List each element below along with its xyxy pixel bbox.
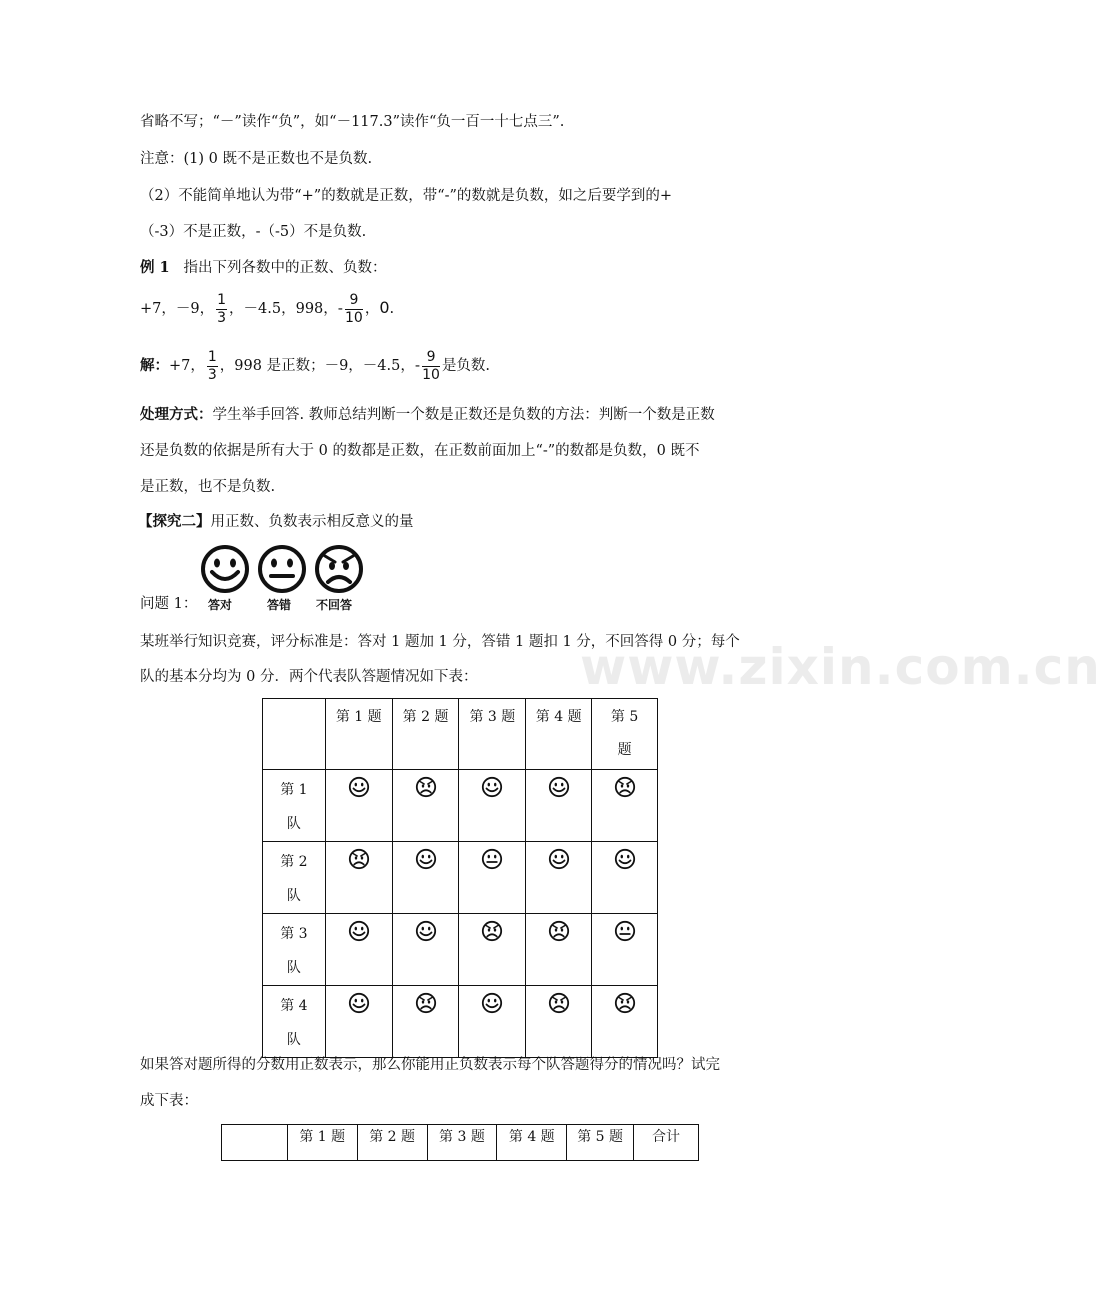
answer-table [262, 698, 658, 1058]
answer-face [481, 848, 503, 874]
text-line: 某班举行知识竞赛，评分标准是：答对 1 题加 1 分，答错 1 题扣 1 分，不回答得 0 分；每个 [140, 634, 740, 650]
solution-line [140, 348, 490, 384]
table-row [263, 770, 658, 842]
text-line: 注意：(1) 0 既不是正数也不是负数. [140, 151, 373, 167]
number-list: ，－4.5，998， [229, 301, 338, 317]
answer-cell [526, 842, 592, 914]
solution-text: 是负数. [441, 358, 491, 374]
answer-face [415, 920, 437, 946]
table-corner-cell [263, 699, 326, 770]
table-row [263, 914, 658, 986]
negative-sign: - [337, 301, 344, 317]
fraction-numerator: 9 [349, 291, 359, 308]
text-line: 成下表： [140, 1093, 198, 1109]
method-line [140, 405, 715, 425]
answer-cell [592, 770, 658, 842]
text-line: 队的基本分均为 0 分．两个代表队答题情况如下表： [140, 669, 478, 685]
answer-face [548, 920, 570, 946]
team-label-cell: 第 1 队 [263, 770, 326, 842]
answer-cell [325, 914, 392, 986]
fraction-denominator: 3 [207, 366, 217, 383]
answer-cell [325, 770, 392, 842]
negative-sign: - [414, 358, 421, 374]
answer-face [481, 920, 503, 946]
table-header-cell: 第 4 题 [526, 699, 592, 770]
table-header-row [222, 1125, 699, 1161]
table-row [263, 986, 658, 1058]
fraction [422, 349, 440, 384]
answer-face [415, 848, 437, 874]
answer-cell [325, 842, 392, 914]
answer-face [548, 992, 570, 1018]
solution-text: +7， [169, 358, 205, 374]
smile-face-icon [348, 992, 370, 1014]
fraction [207, 349, 218, 384]
answer-cell [459, 914, 526, 986]
smile-face-icon [481, 776, 503, 798]
answer-cell [392, 770, 459, 842]
smile-face-icon [415, 848, 437, 870]
answer-face [548, 776, 570, 802]
text-line: （-3）不是正数，-（-5）不是负数. [140, 224, 367, 240]
answer-cell [459, 842, 526, 914]
answer-cell [325, 986, 392, 1058]
table-header-cell: 第 3 题 [459, 699, 526, 770]
watermark: www.zixin.com.cn [580, 638, 1101, 696]
frown-face-icon [614, 776, 636, 798]
fraction-numerator: 9 [426, 348, 436, 365]
smile-face-icon [548, 776, 570, 798]
answer-cell [459, 770, 526, 842]
smile-face-icon [348, 920, 370, 942]
smile-face-icon [348, 776, 370, 798]
frown-face-icon [548, 920, 570, 942]
face-caption: 不回答 [316, 598, 353, 612]
answer-cell [392, 842, 459, 914]
team-label-cell: 第 4 队 [263, 986, 326, 1058]
example-label: 例 1 [140, 259, 170, 276]
answer-face [614, 992, 636, 1018]
table-corner-cell [222, 1125, 288, 1161]
answer-face [415, 776, 437, 802]
fraction-denominator: 3 [217, 309, 227, 326]
answer-cell [526, 986, 592, 1058]
answer-face [614, 776, 636, 802]
fraction-denominator: 10 [345, 309, 363, 326]
section-label: 【探究二】 [138, 513, 211, 530]
answer-face [614, 920, 636, 946]
answer-cell [392, 986, 459, 1058]
number-list: ， [364, 301, 380, 317]
table-header-cell: 合计 [634, 1125, 699, 1161]
answer-cell [526, 770, 592, 842]
method-text: 学生举手回答. 教师总结判断一个数是正数还是负数的方法：判断一个数是正数 [212, 407, 715, 423]
answer-face [481, 992, 503, 1018]
table-header-cell: 第 3 题 [427, 1125, 497, 1161]
period: . [389, 301, 395, 317]
answer-cell [526, 914, 592, 986]
table-header-cell: 第 5 题 [567, 1125, 634, 1161]
fraction [345, 292, 363, 327]
solution-text: ，998 是正数；－9，－4.5， [219, 358, 415, 374]
answer-face [548, 848, 570, 874]
answer-cell [459, 986, 526, 1058]
answer-face [348, 848, 370, 874]
smile-face-icon [200, 544, 250, 594]
score-table [221, 1124, 699, 1161]
fraction-denominator: 10 [422, 366, 440, 383]
text-line: （2）不能简单地认为带“+”的数就是正数，带“-”的数就是负数，如之后要学到的+ [140, 188, 673, 204]
table-header-cell: 第 2 题 [357, 1125, 427, 1161]
text-line: 如果答对题所得的分数用正数表示，那么你能用正负数表示每个队答题得分的情况吗？试完 [140, 1057, 720, 1073]
text-line: 是正数，也不是负数. [140, 479, 276, 495]
fraction-numerator: 1 [217, 291, 227, 308]
smile-face-icon [481, 992, 503, 1014]
zero-value: 0 [379, 298, 390, 317]
frown-face-icon [481, 920, 503, 942]
answer-cell [592, 914, 658, 986]
neutral-face-icon [481, 848, 503, 870]
example-heading [140, 258, 386, 278]
frown-face-icon [548, 992, 570, 1014]
smile-face-icon [548, 848, 570, 870]
face-caption: 答错 [267, 598, 292, 612]
answer-face [348, 920, 370, 946]
number-list: +7，－9， [140, 301, 215, 317]
table-header-cell: 第 1 题 [325, 699, 392, 770]
answer-face [348, 992, 370, 1018]
neutral-face-icon [257, 544, 307, 594]
answer-cell [592, 842, 658, 914]
table-header-cell: 第 2 题 [392, 699, 459, 770]
answer-face [614, 848, 636, 874]
question-label: 问题 1： [140, 596, 198, 612]
table-row [263, 842, 658, 914]
fraction [216, 292, 227, 327]
example-prompt: 指出下列各数中的正数、负数： [183, 260, 387, 276]
text-line: 还是负数的依据是所有大于 0 的数都是正数，在正数前面加上“-”的数都是负数，0 既不 [140, 443, 700, 459]
example-numbers [140, 290, 394, 327]
smile-face-icon [415, 920, 437, 942]
frown-face-icon [415, 776, 437, 798]
team-label-cell: 第 3 队 [263, 914, 326, 986]
fraction-numerator: 1 [207, 348, 217, 365]
face-caption: 答对 [208, 598, 233, 612]
table-header-cell: 第 5 题 [592, 699, 658, 770]
answer-cell [392, 914, 459, 986]
table-header-cell: 第 4 题 [497, 1125, 567, 1161]
method-label: 处理方式： [140, 406, 213, 423]
frown-face-icon [415, 992, 437, 1014]
answer-face [348, 776, 370, 802]
frown-face-icon [314, 544, 364, 594]
smile-face-icon [614, 848, 636, 870]
solution-label: 解： [140, 357, 169, 374]
neutral-face-icon [614, 920, 636, 942]
frown-face-icon [348, 848, 370, 870]
table-header-row [263, 699, 658, 770]
answer-face [415, 992, 437, 1018]
table-header-cell: 第 1 题 [287, 1125, 357, 1161]
team-label-cell: 第 2 队 [263, 842, 326, 914]
section-title: 用正数、负数表示相反意义的量 [210, 514, 414, 530]
text-line: 省略不写；“－”读作“负”，如“－117.3”读作“负一百一十七点三”. [140, 114, 565, 130]
section-heading [138, 512, 414, 532]
frown-face-icon [614, 992, 636, 1014]
answer-cell [592, 986, 658, 1058]
answer-face [481, 776, 503, 802]
